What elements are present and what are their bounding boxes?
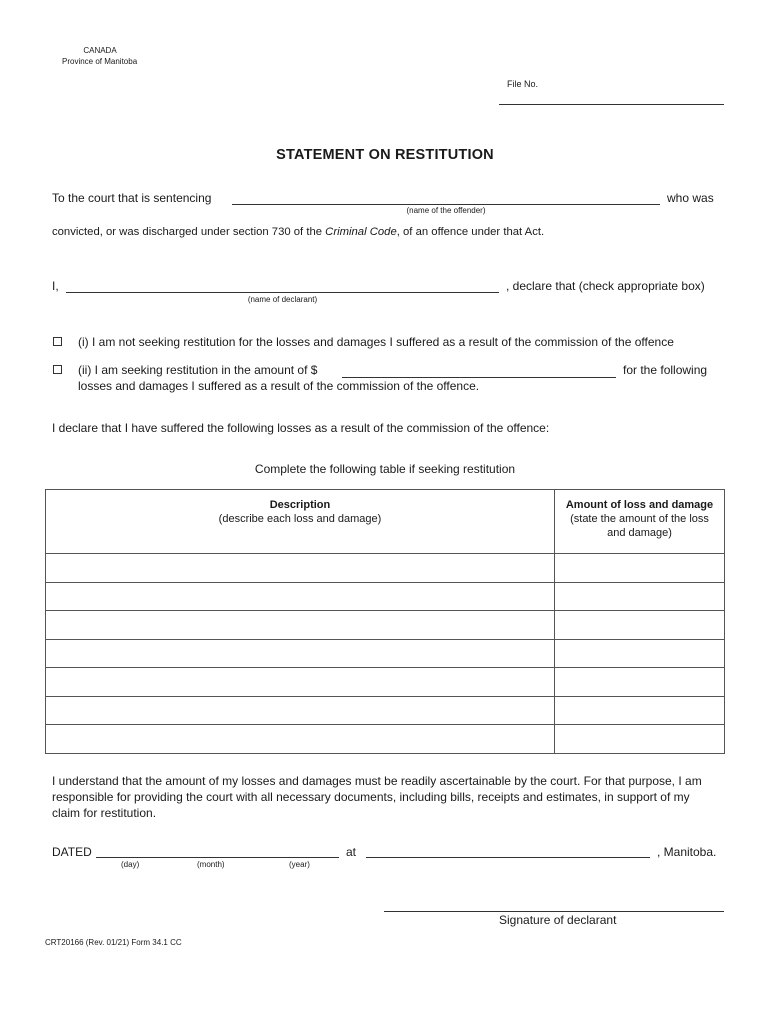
restitution-amount-field[interactable] [342, 377, 616, 378]
signature-field[interactable] [384, 911, 724, 912]
option1-checkbox[interactable] [53, 337, 62, 346]
amount-cell[interactable] [555, 611, 725, 640]
table-row [46, 554, 725, 583]
table-row [46, 696, 725, 725]
court-line-suffix: who was [667, 191, 714, 205]
declarant-name-hint: (name of declarant) [247, 295, 318, 304]
description-cell[interactable] [46, 696, 555, 725]
province-label: Province of Manitoba [62, 57, 138, 66]
description-cell[interactable] [46, 725, 555, 754]
year-hint: (year) [289, 860, 310, 869]
amount-subtitle: (state the amount of the loss and damage) [570, 513, 709, 539]
description-column-header [46, 490, 555, 554]
declarant-prefix: I, [52, 279, 59, 293]
signature-label: Signature of declarant [499, 913, 617, 927]
table-header-row [46, 490, 725, 554]
description-cell[interactable] [46, 611, 555, 640]
place-field[interactable] [366, 857, 650, 858]
losses-declaration: I declare that I have suffered the following losses as a result of the commission of the offence: [52, 421, 550, 435]
description-cell[interactable] [46, 639, 555, 668]
declarant-name-field[interactable] [66, 292, 499, 293]
description-cell[interactable] [46, 582, 555, 611]
at-label: at [346, 845, 357, 859]
month-hint: (month) [197, 860, 225, 869]
table-row [46, 582, 725, 611]
losses-table [45, 489, 725, 754]
conviction-statement [52, 226, 544, 238]
amount-cell[interactable] [555, 582, 725, 611]
description-cell[interactable] [46, 554, 555, 583]
table-row [46, 639, 725, 668]
amount-cell[interactable] [555, 725, 725, 754]
date-field[interactable] [96, 857, 339, 858]
understand-paragraph: I understand that the amount of my losses and damages must be readily ascertainable by the court. For that purpose, I am responsible for providing the court with all necessary documents, including bills, receipts and estimates, in support of my claim for restitution. [52, 774, 702, 820]
description-title: Description [269, 499, 331, 511]
amount-title: Amount of loss and damage [565, 499, 714, 511]
losses-table-body [46, 554, 725, 754]
option2-suffix: for the following [623, 363, 708, 377]
amount-column-header [555, 490, 725, 554]
option2-checkbox[interactable] [53, 365, 62, 374]
amount-cell[interactable] [555, 554, 725, 583]
amount-cell[interactable] [555, 639, 725, 668]
file-no-field[interactable] [499, 104, 724, 105]
option1-label: (i) I am not seeking restitution for the losses and damages I suffered as a result of the commission of the offence [78, 335, 674, 349]
option2-continuation: losses and damages I suffered as a result of the commission of the offence. [78, 379, 480, 393]
criminal-code-italic: Criminal Code [325, 226, 397, 238]
dated-label: DATED [52, 845, 92, 859]
country-label: CANADA [83, 46, 117, 55]
day-hint: (day) [121, 860, 140, 869]
table-row [46, 668, 725, 697]
conviction-text-after: , of an offence under that Act. [396, 226, 545, 238]
offender-name-hint: (name of the offender) [406, 206, 486, 215]
manitoba-suffix: , Manitoba. [657, 845, 717, 859]
court-line-prefix: To the court that is sentencing [52, 191, 212, 205]
form-code: CRT20166 (Rev. 01/21) Form 34.1 CC [45, 938, 182, 947]
amount-cell[interactable] [555, 668, 725, 697]
amount-cell[interactable] [555, 696, 725, 725]
declarant-suffix: , declare that (check appropriate box) [506, 279, 705, 293]
table-row [46, 725, 725, 754]
offender-name-field[interactable] [232, 204, 660, 205]
file-no-label: File No. [507, 79, 539, 89]
form-title: STATEMENT ON RESTITUTION [276, 147, 494, 163]
option2-prefix: (ii) I am seeking restitution in the amount of $ [78, 363, 318, 377]
conviction-text-before: convicted, or was discharged under section 730 of the [52, 226, 326, 238]
description-subtitle: (describe each loss and damage) [218, 513, 382, 525]
description-cell[interactable] [46, 668, 555, 697]
table-row [46, 611, 725, 640]
table-caption: Complete the following table if seeking restitution [254, 462, 516, 476]
